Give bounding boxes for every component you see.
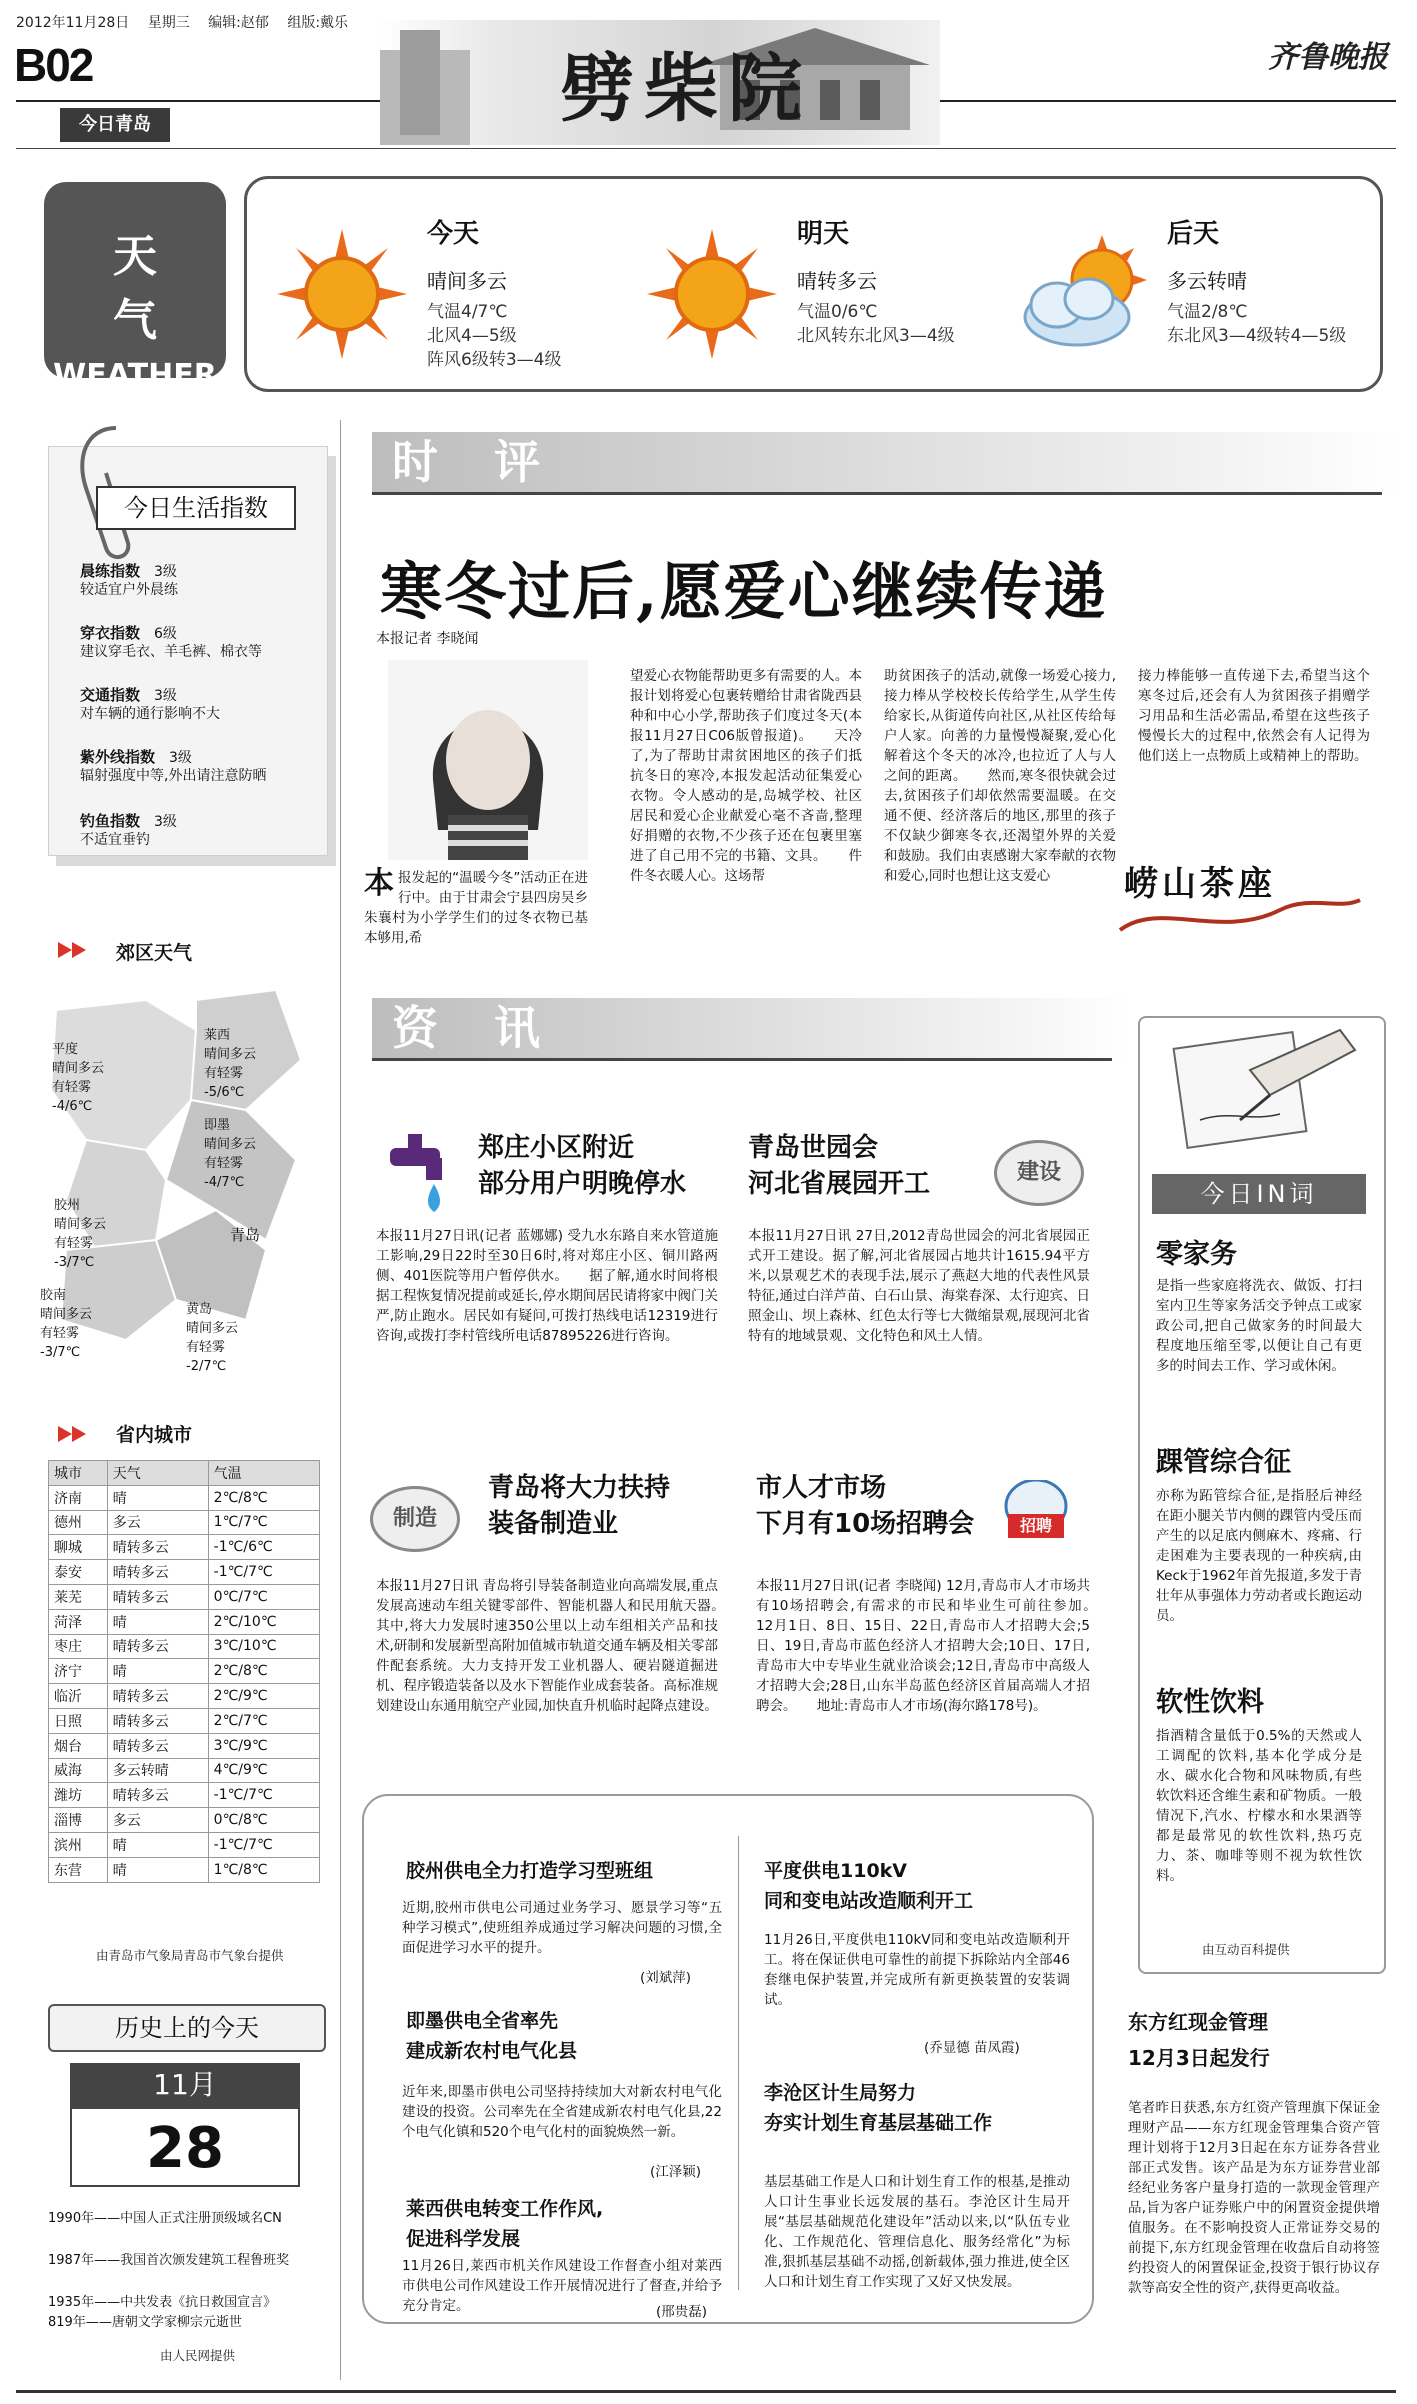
place-cond2: 有轻雾 — [204, 1156, 244, 1171]
place-cond2: 有轻雾 — [54, 1236, 94, 1251]
footer-rule — [16, 2390, 1396, 2393]
weekday: 星期三 — [147, 15, 190, 31]
table-row — [49, 1510, 320, 1535]
index-level: 3级 — [169, 750, 192, 766]
life-index-item — [80, 624, 262, 661]
cell-city: 日照 — [49, 1708, 108, 1733]
forecast-today — [277, 209, 617, 369]
cell-weather: 多云 — [107, 1510, 208, 1535]
header-meta — [16, 12, 416, 32]
weather-tab-en: WEATHER — [53, 358, 217, 393]
day-condition: 晴间多云 — [427, 269, 507, 293]
in-desc-1: 是指一些家庭将洗衣、做饭、打扫室内卫生等家务活交予钟点工或家政公司,把自己做家务的时间最大程度地压缩至零,以便让自己有更多的时间去工作、学习或休闲。 — [1156, 1278, 1362, 1374]
place-temp: -5/6℃ — [204, 1085, 245, 1100]
badge-manufacturing: 制造 — [370, 1486, 460, 1552]
suburb-jiaonan — [40, 1286, 92, 1362]
cell-weather: 晴转多云 — [107, 1535, 208, 1560]
editor: 编辑:赵郁 — [208, 15, 269, 31]
power-title-line: 夯实计划生育基层基础工作 — [764, 2112, 993, 2134]
finance-title — [1128, 2004, 1270, 2076]
author-photo — [388, 660, 588, 860]
province-weather-table — [48, 1460, 320, 1883]
index-level: 3级 — [154, 814, 177, 830]
comment-byline: 本报记者 李晓闻 — [376, 631, 479, 647]
table-row — [49, 1758, 320, 1783]
history-item: 819年——唐朝文学家柳宗元逝世 — [48, 2315, 242, 2330]
tea-logo-text: 崂山茶座 — [1124, 864, 1276, 904]
recruit-badge-text: 招聘 — [1019, 1516, 1052, 1535]
cell-weather: 晴 — [107, 1485, 208, 1510]
news-title-line: 部分用户明晚停水 — [478, 1169, 687, 1199]
finance-title-line: 东方红现金管理 — [1128, 2010, 1268, 2034]
cell-city: 淄博 — [49, 1808, 108, 1833]
finance-title-line: 12月3日起发行 — [1128, 2046, 1270, 2070]
place-name: 平度 — [52, 1042, 79, 1057]
day-name: 今天 — [427, 219, 480, 249]
power-title-line: 建成新农村电气化县 — [406, 2040, 578, 2062]
history-item: 1987年——我国首次颁发建筑工程鲁班奖 — [48, 2253, 290, 2268]
table-row — [49, 1857, 320, 1882]
in-desc-3: 指酒精含量低于0.5%的天然或人工调配的饮料,基本化学成分是水、碳水化合物和风味物质,有些软饮料还含维生素和矿物质。一般情况下,汽水、柠檬水和水果酒等都是最常见的软性饮料,热巧克力、茶、咖啡等则不视为软性饮料。 — [1156, 1728, 1362, 1884]
sun-icon — [277, 229, 407, 359]
power-title-line: 同和变电站改造顺利开工 — [764, 1890, 974, 1912]
news-title-line: 河北省展园开工 — [748, 1169, 931, 1199]
calendar-month: 11月 — [70, 2063, 300, 2107]
news-body-water: 本报11月27日讯(记者 蓝娜娜) 受九水东路自来水管道施工影响,29日22时至30日6时,将对郑庄小区、铜川路两侧、401医院等用户暂停供水。 据了解,通水时间将根据工程恢复情况提前或延长,停水期间居民请将家中阀门关严,防止跑水。居民如有疑问,可拨打热线电话12319进行咨询,或拨打李村管线所电话87895226进行咨询。 — [376, 1228, 718, 1344]
life-index-title: 今日生活指数 — [96, 486, 296, 530]
comment-section-label: 时 评 — [372, 432, 1402, 492]
page-number: B02 — [14, 39, 93, 91]
comment-col-4: 接力棒能够一直传递下去,希望当这个寒冬过后,还会有人为贫困孩子捐赠学习用品和生活必需品,希望在这些孩子慢慢长大的过程中,依然会有人记得为他们送上一点物质上或精神上的帮助。 — [1138, 668, 1370, 764]
news-title-line: 青岛世园会 — [748, 1133, 879, 1163]
cell-weather: 多云转晴 — [107, 1758, 208, 1783]
suburb-pingdu — [52, 1040, 104, 1116]
index-desc: 辐射强度中等,外出请注意防晒 — [80, 768, 267, 784]
badge-recruitment — [996, 1480, 1076, 1542]
power-author-3: (邢贵磊) — [656, 2304, 708, 2320]
cell-temp: 0℃/8℃ — [208, 1808, 319, 1833]
comment-text: 报发起的“温暖今冬”活动正在进行中。由于甘肃会宁县四房吴乡朱襄村为小学学生们的过冬衣物已基本够用,希 — [364, 870, 588, 946]
calendar-day: 28 — [70, 2107, 300, 2187]
cell-city: 临沂 — [49, 1684, 108, 1709]
power-body-1: 近期,胶州市供电公司通过业务学习、愿景学习等“五种学习模式”,使班组养成通过学习解决问题的习惯,全面促进学习水平的提升。 — [402, 1900, 722, 1956]
place-name: 即墨 — [204, 1118, 231, 1133]
place-name: 黄岛 — [186, 1302, 213, 1317]
comment-col-1 — [364, 868, 588, 948]
history-item: 1935年——中共发表《抗日救国宣言》 — [48, 2295, 277, 2310]
power-title-5 — [764, 2078, 992, 2138]
cell-weather: 多云 — [107, 1808, 208, 1833]
suburb-qingdao: 青岛 — [230, 1226, 261, 1244]
comment-headline: 寒冬过后,愿爱心继续传递 — [380, 555, 1108, 628]
place-cond: 晴间多云 — [204, 1047, 257, 1062]
day-wind: 北风4—5级 — [427, 326, 517, 346]
place-temp: -4/6℃ — [52, 1099, 93, 1114]
place-cond: 晴间多云 — [40, 1307, 93, 1322]
weather-tab — [44, 182, 226, 393]
index-name: 晨练指数 — [80, 562, 141, 580]
news-title-line: 下月有10场招聘会 — [756, 1509, 975, 1539]
news-title-manufacturing — [488, 1470, 670, 1542]
cell-weather: 晴 — [107, 1659, 208, 1684]
drop-cap: 本 — [364, 866, 394, 901]
weather-tab-title: 天 气 — [113, 231, 183, 346]
news-section-label: 资 讯 — [372, 998, 1132, 1058]
power-author-1: (刘斌萍) — [640, 1970, 692, 1986]
double-arrow-icon — [58, 1424, 98, 1444]
cell-city: 济南 — [49, 1485, 108, 1510]
news-rule — [372, 1058, 1112, 1061]
in-term-3: 软性饮料 — [1156, 1687, 1264, 1718]
place-name: 莱西 — [204, 1028, 231, 1043]
table-row — [49, 1485, 320, 1510]
cell-temp: 3℃/10℃ — [208, 1634, 319, 1659]
power-body-3: 11月26日,莱西市机关作风建设工作督查小组对莱西市供电公司作风建设工作开展情况进行了督查,并给予充分肯定。 — [402, 2258, 722, 2314]
comment-col-3: 助贫困孩子的活动,就像一场爱心接力,接力棒从学校校长传给学生,从学生传给家长,从街道传向社区,从社区传给每户人家。向善的力量慢慢凝聚,爱心化解着这个冬天的冰冷,也拉近了人与人之间的距离。 然而,寒冬很快就会过去,贫困孩子们却依然需要温暖。在交通不便、经济落后的地区,那里的孩子不仅缺少御寒冬衣,还渴望外界的关爱和鼓励。我们由衷感谢大家奉献的衣物和爱心,同时也想让这支爱心 — [884, 668, 1116, 884]
cell-weather: 晴转多云 — [107, 1783, 208, 1808]
history-title: 历史上的今天 — [48, 2004, 326, 2052]
day-wind: 东北风3—4级转4—5级 — [1167, 326, 1347, 346]
suburb-jiaozhou — [54, 1196, 106, 1272]
forecast-tomorrow — [647, 209, 987, 369]
power-title-1: 胶州供电全力打造学习型班组 — [406, 1860, 654, 1882]
in-words-credit: 由互动百科提供 — [1202, 1942, 1290, 1957]
cell-temp: 4℃/9℃ — [208, 1758, 319, 1783]
power-author-4: (乔显德 苗凤霞) — [924, 2040, 1020, 2056]
place-cond2: 有轻雾 — [52, 1080, 92, 1095]
table-header — [49, 1461, 320, 1486]
place-temp: -3/7℃ — [54, 1255, 95, 1270]
news-title-line: 郑庄小区附近 — [478, 1133, 635, 1163]
news-title-expo — [748, 1130, 930, 1202]
index-desc: 不适宜垂钓 — [80, 832, 150, 848]
power-title-line: 即墨供电全省率先 — [406, 2010, 559, 2032]
place-cond: 晴间多云 — [54, 1217, 107, 1232]
place-name: 胶南 — [40, 1288, 67, 1303]
news-title-line: 市人才市场 — [756, 1473, 887, 1503]
day-temp: 气温2/8℃ — [1167, 302, 1248, 322]
day-temp: 气温0/6℃ — [797, 302, 878, 322]
news-title-line: 装备制造业 — [488, 1509, 619, 1539]
history-item: 1990年——中国人正式注册顶级域名CN — [48, 2211, 282, 2226]
cell-city: 聊城 — [49, 1535, 108, 1560]
power-title-line: 促进科学发展 — [406, 2228, 521, 2250]
water-tap-icon — [380, 1128, 460, 1218]
tea-column-logo — [1100, 840, 1370, 950]
power-author-2: (江泽颖) — [650, 2164, 702, 2180]
power-title-3 — [406, 2194, 603, 2254]
cloud-sun-icon — [1017, 235, 1157, 355]
place-cond2: 有轻雾 — [204, 1066, 244, 1081]
life-index-item — [80, 562, 178, 599]
day-condition: 多云转晴 — [1167, 269, 1247, 293]
double-arrow-icon — [58, 940, 98, 960]
in-term-2: 踝管综合征 — [1156, 1447, 1291, 1478]
place-name: 胶州 — [54, 1198, 81, 1213]
place-temp: -2/7℃ — [186, 1359, 227, 1374]
cell-weather: 晴转多云 — [107, 1733, 208, 1758]
cell-temp: 2℃/7℃ — [208, 1708, 319, 1733]
life-index-item — [80, 748, 266, 785]
suburb-jimo — [204, 1116, 256, 1192]
index-level: 3级 — [154, 688, 177, 704]
cell-temp: -1℃/7℃ — [208, 1783, 319, 1808]
place-temp: -3/7℃ — [40, 1345, 81, 1360]
comment-col-2: 望爱心衣物能帮助更多有需要的人。本报计划将爱心包裹转赠给甘肃省陇西县种和中心小学,帮助孩子们度过冬天(本报11月27日C06版曾报道)。 天冷了,为了帮助甘肃贫困地区的孩子们抵抗冬日的寒冷,本报发起活动征集爱心衣物。令人感动的是,岛城学校、社区居民和爱心企业献爱心毫不吝啬,整理好捐赠的衣物,不少孩子还在包裹里塞进了自己用不完的书籍、文具。 件件冬衣暖人心。这场帮 — [630, 668, 862, 884]
cell-temp: 2℃/8℃ — [208, 1659, 319, 1684]
province-cities-title: 省内城市 — [116, 1424, 193, 1446]
news-body-manufacturing: 本报11月27日讯 青岛将引导装备制造业向高端发展,重点发展高速动车组关键零部件、智能机器人和民用航天器。 其中,将大力发展时速350公里以上动车组相关产品和技术,研制和发展新型高附加值城市轨道交通车辆及相关零部件配套系统。大力支持开发工业机器人、硬岩隧道掘进机、程序锻造装备以及水下智能作业成套装备。高标准规划建设山东通用航空产业园,加快直升机临时起降点建设。 — [376, 1578, 745, 1714]
power-body-2: 近年来,即墨市供电公司坚持持续加大对新农村电气化建设的投资。公司率先在全省建成新农村电气化县,22个电气化镇和520个电气化村的面貌焕然一新。 — [402, 2084, 722, 2140]
cell-city: 泰安 — [49, 1560, 108, 1585]
cell-weather: 晴转多云 — [107, 1584, 208, 1609]
index-level: 6级 — [154, 626, 177, 642]
banner-title: 劈柴院 — [560, 46, 812, 132]
cell-temp: 1℃/7℃ — [208, 1510, 319, 1535]
day-temp: 气温4/7℃ — [427, 302, 508, 322]
cell-temp: 2℃/9℃ — [208, 1684, 319, 1709]
date: 2012年11月28日 — [16, 15, 130, 31]
index-name: 交通指数 — [80, 686, 141, 704]
day-wind: 北风转东北风3—4级 — [797, 326, 955, 346]
cell-city: 烟台 — [49, 1733, 108, 1758]
news-title-recruit — [756, 1470, 974, 1542]
place-cond2: 有轻雾 — [40, 1326, 80, 1341]
index-desc: 对车辆的通行影响不大 — [80, 706, 220, 722]
forecast-day-after — [1017, 209, 1357, 369]
power-body-4: 11月26日,平度供电110kV同和变电站改造顺利开工。将在保证供电可靠性的前提下拆除站内全部46套继电保护装置,并完成所有新更换装置的安装调试。 — [764, 1932, 1070, 2008]
place-cond: 晴间多云 — [204, 1137, 257, 1152]
table-row — [49, 1584, 320, 1609]
cell-city: 菏泽 — [49, 1609, 108, 1634]
table-row — [49, 1684, 320, 1709]
suburb-weather-title: 郊区天气 — [116, 942, 193, 964]
cell-temp: 0℃/7℃ — [208, 1584, 319, 1609]
cell-weather: 晴转多云 — [107, 1708, 208, 1733]
cell-city: 枣庄 — [49, 1634, 108, 1659]
writing-hand-illustration — [1170, 1010, 1360, 1150]
place-temp: -4/7℃ — [204, 1175, 245, 1190]
cell-weather: 晴 — [107, 1857, 208, 1882]
news-title-line: 青岛将大力扶持 — [488, 1473, 671, 1503]
place-cond: 晴间多云 — [186, 1321, 239, 1336]
index-desc: 建议穿毛衣、羊毛裤、棉衣等 — [80, 644, 262, 660]
cell-city: 滨州 — [49, 1832, 108, 1857]
cell-city: 莱芜 — [49, 1584, 108, 1609]
column-divider — [340, 420, 341, 2380]
cell-temp: 3℃/9℃ — [208, 1733, 319, 1758]
day-name: 明天 — [797, 219, 850, 249]
cell-temp: -1℃/7℃ — [208, 1832, 319, 1857]
table-row — [49, 1634, 320, 1659]
cell-weather: 晴 — [107, 1609, 208, 1634]
table-row — [49, 1708, 320, 1733]
cell-city: 东营 — [49, 1857, 108, 1882]
power-box-divider — [738, 1836, 739, 2290]
place-cond2: 有轻雾 — [186, 1340, 226, 1355]
power-title-line: 李沧区计生局努力 — [764, 2082, 917, 2104]
life-index-item — [80, 812, 177, 849]
power-title-line: 莱西供电转变工作作风, — [406, 2198, 604, 2220]
table-row — [49, 1832, 320, 1857]
table-row — [49, 1783, 320, 1808]
cell-weather: 晴 — [107, 1832, 208, 1857]
col-weather: 天气 — [107, 1461, 208, 1486]
newspaper-logo: 齐鲁晚报 — [1268, 40, 1388, 75]
cell-city: 德州 — [49, 1510, 108, 1535]
power-title-2 — [406, 2006, 577, 2066]
cell-temp: -1℃/7℃ — [208, 1560, 319, 1585]
table-row — [49, 1535, 320, 1560]
news-body-expo: 本报11月27日讯 27日,2012青岛世园会的河北省展园正式开工建设。据了解,河北省展园占地共计1615.94平方米,以景观艺术的表现手法,展示了燕赵大地的代表性风景特征,通过白洋芦苗、白石山景、海棠春深、太行迎宾、日照金山、坝上森林、红色太行等七大微缩景观,展现河北省特有的地域景观、文化特色和风土人情。 — [748, 1228, 1090, 1344]
province-credit: 由青岛市气象局青岛市气象台提供 — [96, 1948, 284, 1963]
day-condition: 晴转多云 — [797, 269, 877, 293]
cell-weather: 晴转多云 — [107, 1684, 208, 1709]
index-name: 穿衣指数 — [80, 624, 141, 642]
table-row — [49, 1609, 320, 1634]
weather-forecast — [244, 176, 1383, 392]
index-desc: 较适宜户外晨练 — [80, 582, 178, 598]
table-row — [49, 1808, 320, 1833]
sun-icon — [647, 229, 777, 359]
day-wind-2: 阵风6级转3—4级 — [427, 350, 562, 370]
power-body-5: 基层基础工作是人口和计划生育工作的根基,是推动人口计生事业长远发展的基石。李沧区计生局开展“基层基础规范化建设年”活动以来,以“队伍专业化、工作规范化、管理信息化、服务经常化”为标准,狠抓基层基础不动摇,创新载体,强力推进,使全区人口和计划生育工作实现了又好又快发展。 — [764, 2174, 1070, 2290]
index-name: 钓鱼指数 — [80, 812, 141, 830]
news-title-water — [478, 1130, 686, 1202]
day-name: 后天 — [1167, 219, 1220, 249]
cell-temp: 1℃/8℃ — [208, 1857, 319, 1882]
table-row — [49, 1560, 320, 1585]
suburb-laixi — [204, 1026, 256, 1102]
history-credit: 由人民网提供 — [160, 2348, 236, 2363]
index-level: 3级 — [154, 564, 177, 580]
life-index-item — [80, 686, 220, 723]
cell-weather: 晴转多云 — [107, 1634, 208, 1659]
in-desc-2: 亦称为跖管综合征,是指胫后神经在距小腿关节内侧的踝管内受压而产生的以足底内侧麻木、疼痛、行走困难为主要表现的一种疾病,由Keck于1962年首先报道,多发于青壮年从事强体力劳动者或长跑运动员。 — [1156, 1488, 1362, 1624]
power-title-4 — [764, 1856, 973, 1916]
finance-body: 笔者昨日获悉,东方红资产管理旗下保证金理财产品——东方红现金管理集合资产管理计划将于12月3日起在东方证券各营业部正式发售。该产品是为东方证券营业部经纪业务客户量身打造的一款现金管理产品,旨为客户证券账户中的闲置资金提供增值服务。在不影响投资人正常证券交易的前提下,东方红现金管理在收盘后自动将签约投资人的闲置保证金,投资于银行协议存款等高安全性的资产,获得更高收益。 — [1128, 2100, 1380, 2296]
col-temp: 气温 — [208, 1461, 319, 1486]
cell-city: 潍坊 — [49, 1783, 108, 1808]
table-row — [49, 1733, 320, 1758]
cell-temp: 2℃/10℃ — [208, 1609, 319, 1634]
power-title-line: 平度供电110kV — [764, 1860, 908, 1882]
news-body-recruit: 本报11月27日讯(记者 李晓闻) 12月,青岛市人才市场共有10场招聘会,有需求的市民和毕业生可前往参加。 12月1日、8日、15日、22日,青岛市人才招聘大会;5日、19日,青岛市蓝色经济人才招聘大会;10日、17日,青岛市大中专毕业生就业洽谈会;12日,青岛市中高级人才招聘大会;28日,山东半岛蓝色经济区首届高端人才招聘会。 地址:青岛市人才市场(海尔路178号)。 — [756, 1578, 1117, 1714]
table-row — [49, 1659, 320, 1684]
section-tag: 今日青岛 — [60, 108, 170, 142]
badge-construction: 建设 — [994, 1140, 1084, 1206]
col-city: 城市 — [49, 1461, 108, 1486]
cell-temp: -1℃/6℃ — [208, 1535, 319, 1560]
index-name: 紫外线指数 — [80, 748, 156, 766]
cell-city: 威海 — [49, 1758, 108, 1783]
comment-rule — [372, 492, 1382, 495]
suburb-huangdao — [186, 1300, 238, 1376]
cell-city: 济宁 — [49, 1659, 108, 1684]
cell-weather: 晴转多云 — [107, 1560, 208, 1585]
header-rule-2 — [16, 148, 1396, 149]
in-term-1: 零家务 — [1156, 1239, 1237, 1270]
cell-temp: 2℃/8℃ — [208, 1485, 319, 1510]
layout-editor: 组版:戴乐 — [287, 15, 349, 31]
in-words-title: 今日IN词 — [1152, 1174, 1366, 1214]
place-cond: 晴间多云 — [52, 1061, 105, 1076]
